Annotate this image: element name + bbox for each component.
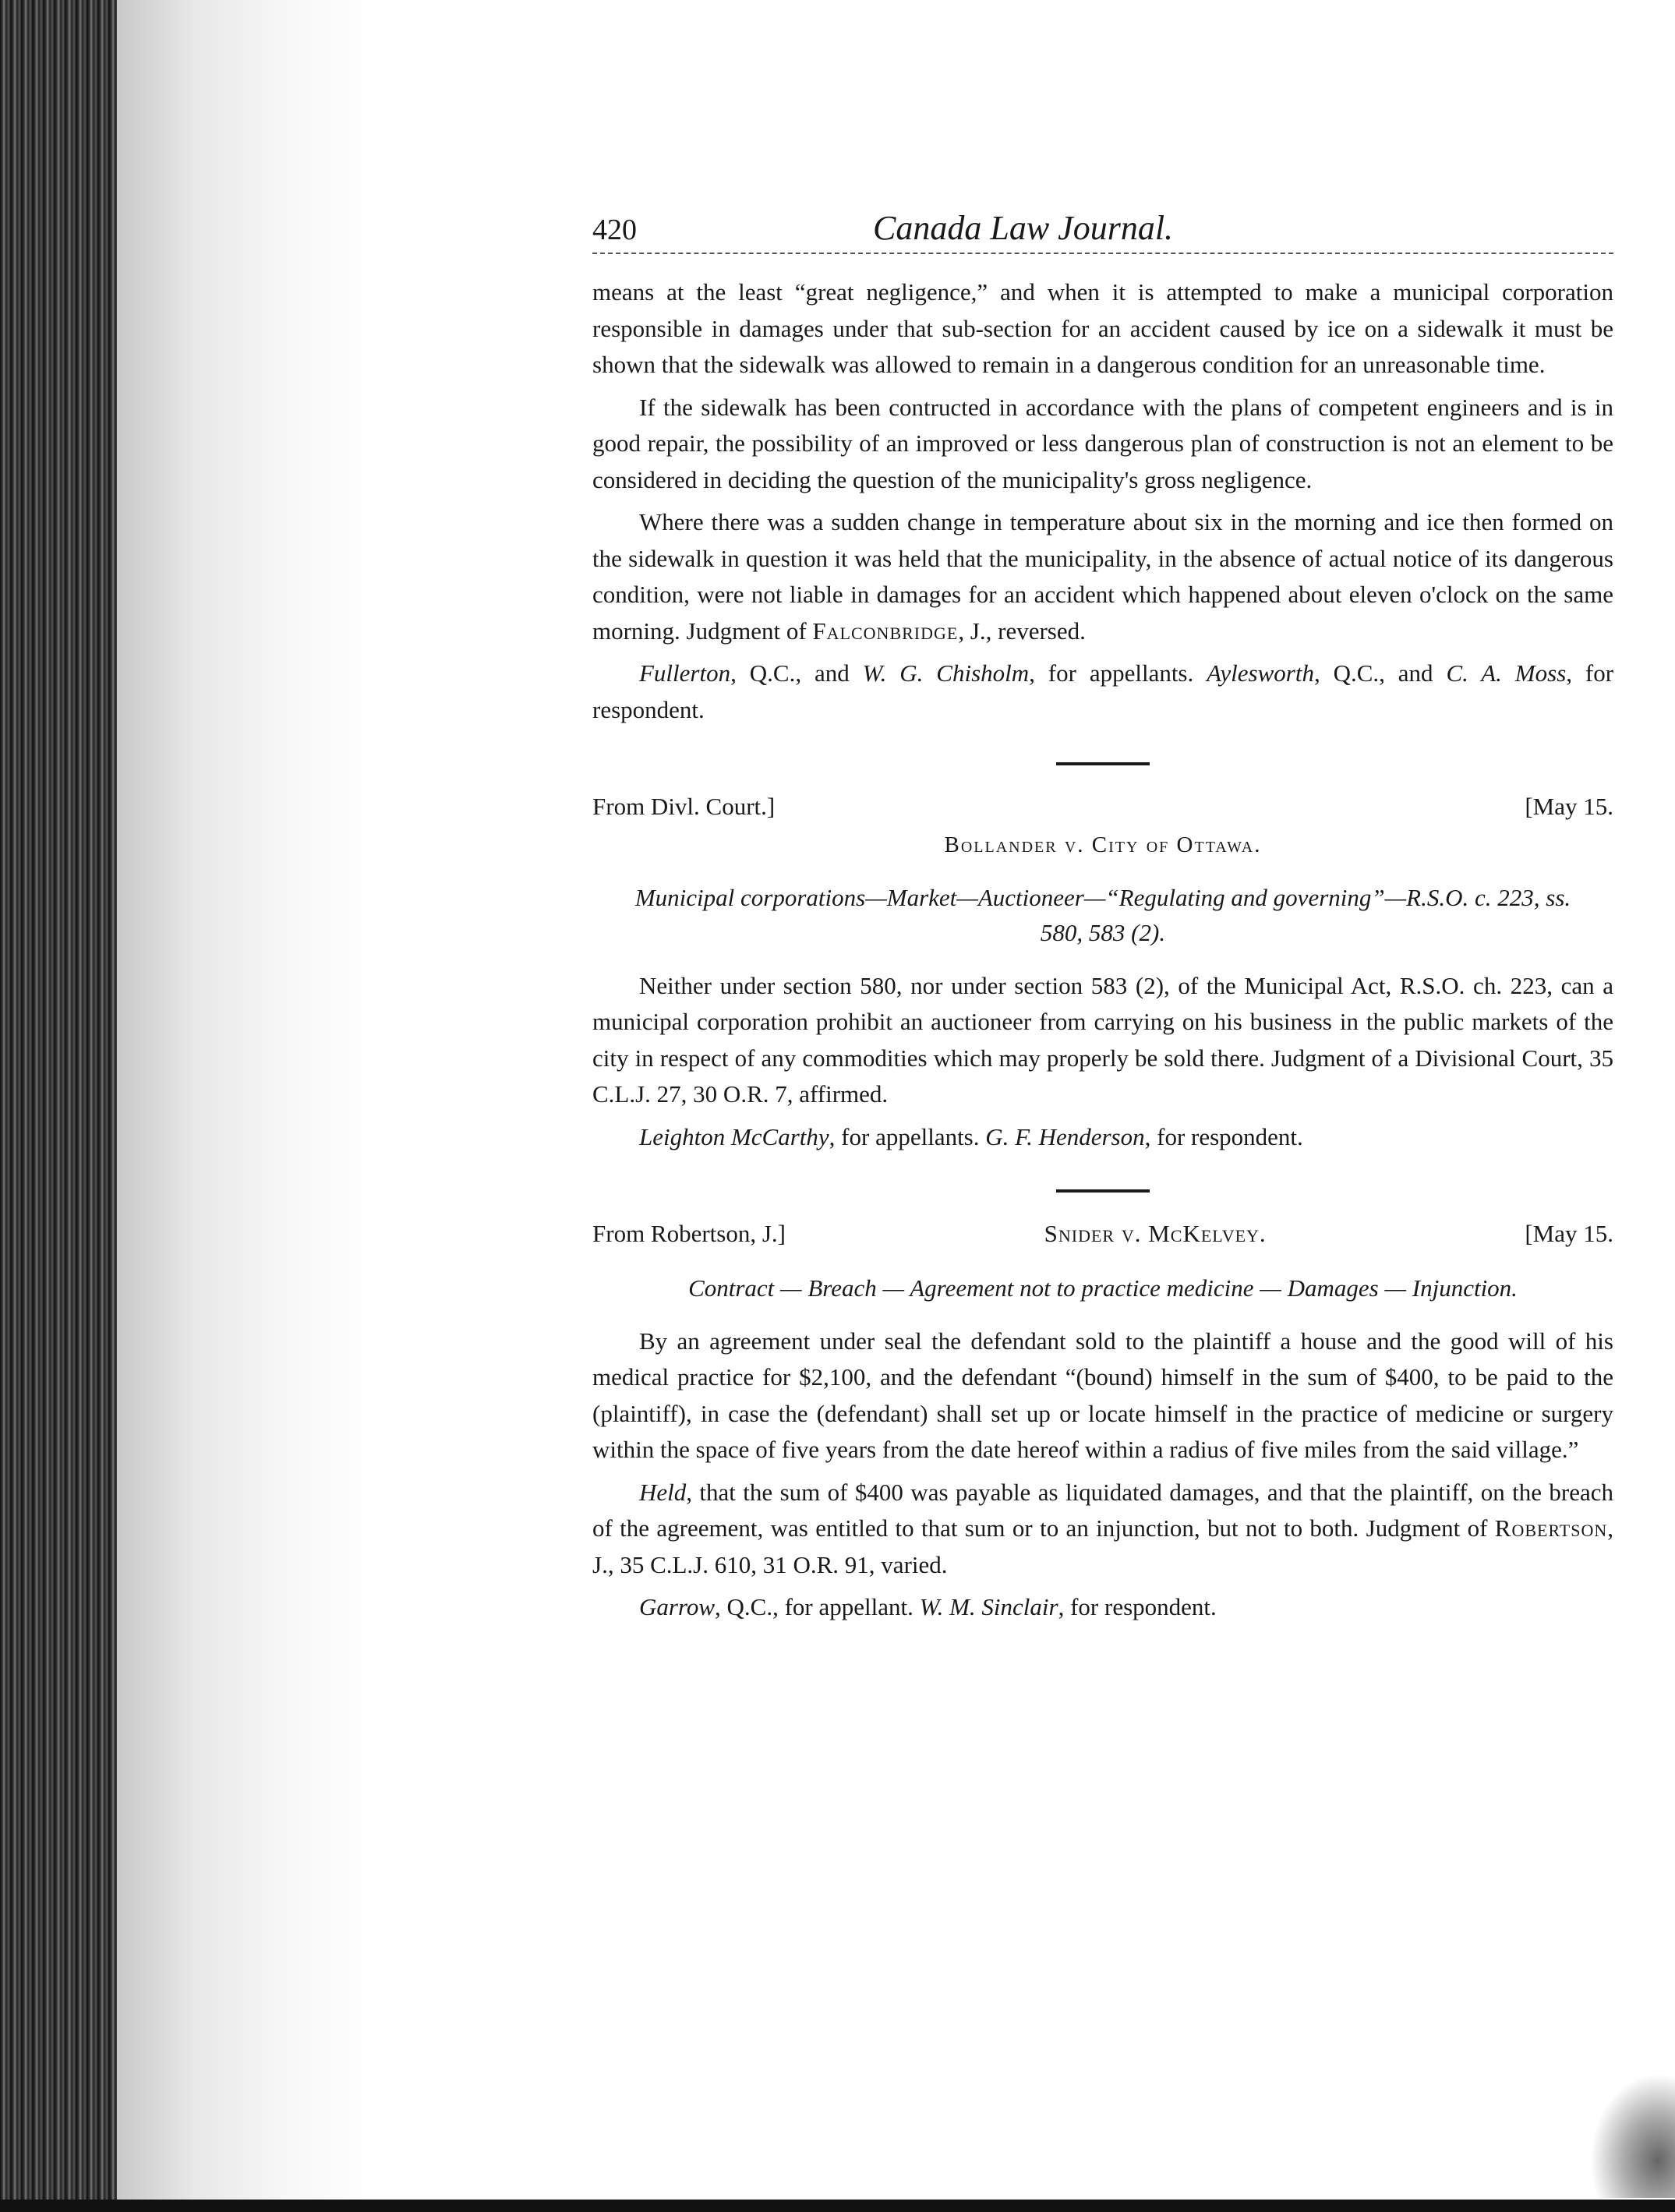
case-court-line xyxy=(592,1216,1613,1253)
court-origin: From Divl. Court.] xyxy=(592,793,776,820)
held-ending: , J., 35 C.L.J. 610, 31 O.R. 91, varied. xyxy=(592,1514,1614,1578)
held-text: , that the sum of $400 was payable as liquidated damages, and that the plaintiff, on the breach of the agreement, was entitled to that sum or to an injunction, but not to both. Judgment of xyxy=(592,1478,1613,1542)
counsel-name: C. A. Moss xyxy=(1446,659,1567,687)
judge-name: Robertson xyxy=(1494,1514,1608,1542)
counsel-text: , for appellants. xyxy=(1029,659,1194,687)
case-body: Neither under section 580, nor under section 583 (2), of the Municipal Act, R.S.O. ch. 223, can a municipal corporation prohibit an auctioneer from carrying on his business in the public markets of the city in respect of any commodities which may properly be sold there. Judgment of a Divisional Court, 35 C.L.J. 27, 30 O.R. 7, affirmed. xyxy=(592,971,1613,1108)
counsel-text: , for respondent. xyxy=(1058,1593,1217,1621)
scan-bottom-edge xyxy=(0,2200,1675,2212)
judge-name: Falconbridge xyxy=(812,617,959,645)
section-divider xyxy=(1056,762,1150,765)
counsel-line xyxy=(592,1589,1613,1626)
scan-gutter-fade xyxy=(117,0,374,2212)
counsel-name: Garrow xyxy=(639,1593,716,1621)
case-body-agreement: By an agreement under seal the defendant sold to the plaintiff a house and the good will of his medical practice for $2,100, and the defendant “(bound) himself in the sum of $400, to be paid to the (plaintiff), in case the (defendant) shall set up or locate himself in the practice of medicine or surgery within the space of five years from the date hereof within a radius of five miles from the said village.” xyxy=(592,1327,1613,1464)
page-header xyxy=(592,203,1613,254)
held-label: Held xyxy=(639,1478,687,1506)
counsel-text: , for appellants. xyxy=(829,1122,980,1150)
counsel-name: W. M. Sinclair xyxy=(919,1593,1058,1621)
scan-corner-smudge xyxy=(1590,2073,1675,2198)
case-court-line xyxy=(592,789,1613,825)
counsel-line xyxy=(592,1119,1613,1156)
counsel-name: G. F. Henderson xyxy=(985,1122,1145,1150)
case-title: Snider v. McKelvey. xyxy=(1044,1220,1267,1248)
case-date: [May 15. xyxy=(1525,793,1613,820)
case-headnote: Municipal corporations—Market—Auctioneer—“Regulating and governing”—R.S.O. c. 223, ss. 580, 583 (2). xyxy=(634,884,1571,946)
paragraph-temperature-change xyxy=(592,504,1613,649)
scan-gutter-shadow xyxy=(0,0,117,2212)
counsel-line xyxy=(592,655,1613,728)
counsel-name: Aylesworth xyxy=(1207,659,1314,687)
counsel-name: Fullerton xyxy=(639,659,731,687)
case-title: Bollander v. City of Ottawa. xyxy=(944,832,1262,857)
counsel-text: , for respondent. xyxy=(1144,1122,1303,1150)
paragraph-continuation: means at the least “great negligence,” and when it is attempted to make a municipal corporation responsible in damages under that sub-section for an accident caused by ice on a sidewalk it must be shown that the sidewalk was allowed to remain in a dangerous condition for an unreasonable time. xyxy=(592,278,1613,378)
court-origin: From Robertson, J.] xyxy=(592,1220,786,1248)
case-body-held xyxy=(592,1475,1613,1584)
paragraph-ending: , J., reversed. xyxy=(958,617,1086,645)
counsel-text: , Q.C., and xyxy=(1313,659,1433,687)
running-title: Canada Law Journal. xyxy=(873,209,1174,247)
counsel-name: W. G. Chisholm xyxy=(862,659,1030,687)
journal-page xyxy=(592,203,1613,1626)
section-divider xyxy=(1056,1189,1150,1193)
case-date: [May 15. xyxy=(1525,1220,1613,1248)
counsel-text: , for respondent. xyxy=(592,659,1614,723)
counsel-text: , Q.C., for appellant. xyxy=(715,1593,913,1621)
case-headnote: Contract — Breach — Agreement not to practice medicine — Damages — Injunction. xyxy=(688,1274,1518,1302)
paragraph-sidewalk-construction: If the sidewalk has been contructed in accordance with the plans of competent engineers and is in good repair, the possibility of an improved or less dangerous plan of construction is not an element to be considered in deciding the question of the municipality's gross negligence. xyxy=(592,393,1613,493)
counsel-name: Leighton McCarthy xyxy=(639,1122,829,1150)
page-number: 420 xyxy=(592,214,637,246)
paragraph-text: Where there was a sudden change in temperature about six in the morning and ice then formed on the sidewalk in question it was held that the municipality, in the absence of actual notice of its dangerous condition, were not liable in damages for an accident which happened about eleven o'clock on the same morning. Judgment of xyxy=(592,508,1613,645)
counsel-text: , Q.C., and xyxy=(730,659,850,687)
